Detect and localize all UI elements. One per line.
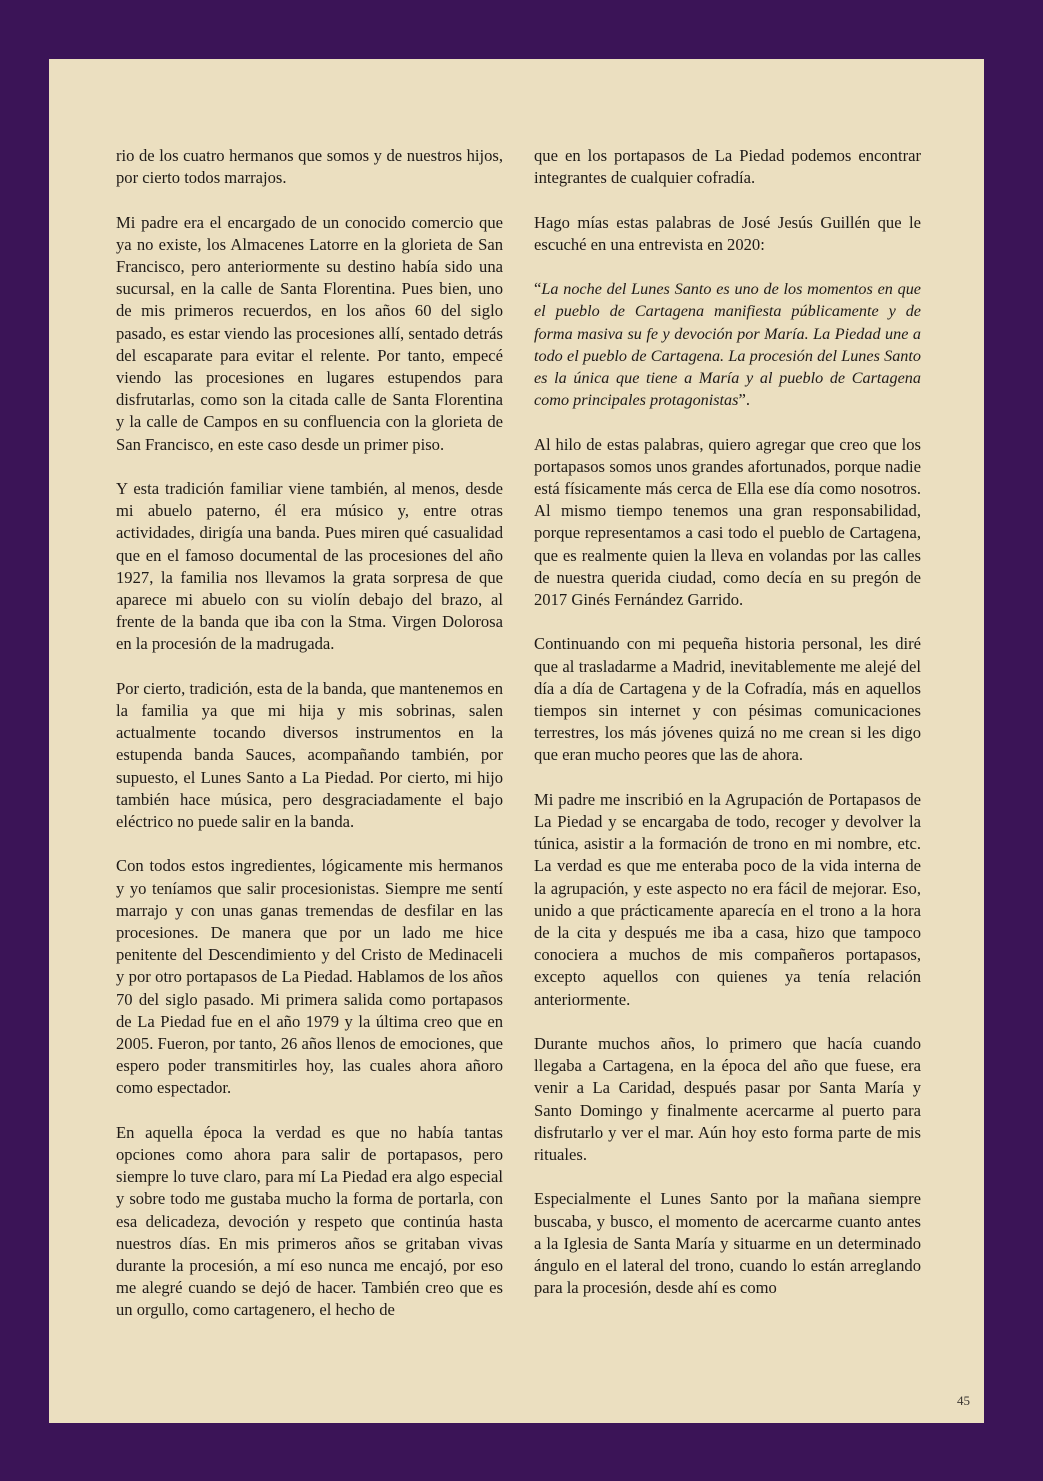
paragraph: Mi padre me inscribió en la Agrupación de Portapasos de La Piedad y se encargaba de todo, recoger y devolver la túnica, asistir a la formación de trono en mi nombre, etc. La verdad es que me enteraba poco de la vida interna de la agrupación, y este aspecto no era fácil de mejorar. Eso, unido a que prácticamente aparecía en el trono a la hora de la cita y después me iba a casa, hizo que tampoco conociera a muchos de mis compañeros portapasos, excepto aquellos con quienes ya tenía relación anteriormente. bbox=[534, 789, 921, 1009]
page bbox=[49, 59, 984, 1423]
left-column bbox=[116, 145, 503, 1344]
quote-paragraph bbox=[534, 278, 921, 411]
right-column bbox=[534, 145, 921, 1322]
paragraph: que en los portapasos de La Piedad podemos encontrar integrantes de cualquier cofradía. bbox=[534, 146, 921, 188]
paragraph: En aquella época la verdad es que no había tantas opciones como ahora para salir de portapasos, pero siempre lo tuve claro, para mí La Piedad era algo especial y sobre todo me gustaba mucho la forma de portarla, con esa delicadeza, devoción y respeto que continúa hasta nuestros días. En mis primeros años se gritaban vivas durante la procesión, a mí eso nunca me encajó, por eso me alegré cuando se dejó de hacer. También creo que es un orgullo, como cartagenero, el hecho de bbox=[116, 1122, 503, 1320]
paragraph: Hago mías estas palabras de José Jesús Guillén que le escuché en una entrevista en 2020: bbox=[534, 212, 921, 254]
quote-text: La noche del Lunes Santo es uno de los momentos en que el pueblo de Cartagena manifiesta públicamente y de forma masiva su fe y devoción por María. La Piedad une a todo el pueblo de Cartagena. La procesión del Lunes Santo es la única que tiene a María y al pueblo de Cartagena como principales protagonistas bbox=[534, 280, 921, 410]
quote-open-mark: “ bbox=[534, 279, 542, 299]
paragraph: Al hilo de estas palabras, quiero agregar que creo que los portapasos somos unos grandes afortunados, porque nadie está físicamente más cerca de Ella ese día como nosotros. Al mismo tiempo tenemos una gran responsabilidad, porque representamos a casi todo el pueblo de Cartagena, que es realmente quien la lleva en volandas por las calles de nuestra querida ciudad, como decía en su pregón de 2017 Ginés Fernández Garrido. bbox=[534, 434, 921, 610]
paragraph: Por cierto, tradición, esta de la banda, que mantenemos en la familia ya que mi hija y mis sobrinas, salen actualmente tocando diversos instrumentos en la estupenda banda Sauces, acompañando también, por supuesto, el Lunes Santo a La Piedad. Por cierto, mi hijo también hace música, pero desgraciadamente el bajo eléctrico no puede salir en la banda. bbox=[116, 678, 503, 832]
paragraph: Con todos estos ingredientes, lógicamente mis hermanos y yo teníamos que salir procesionistas. Siempre me sentí marrajo y con unas ganas tremendas de desfilar en las procesiones. De manera que por un lado me hice penitente del Descendimiento y del Cristo de Medinaceli y por otro portapasos de La Piedad. Hablamos de los años 70 del siglo pasado. Mi primera salida como portapasos de La Piedad fue en el año 1979 y la última creo que en 2005. Fueron, por tanto, 26 años llenos de emociones, que espero poder transmitirles hoy, las cuales ahora añoro como espectador. bbox=[116, 856, 503, 1098]
page-number: 45 bbox=[957, 1393, 970, 1408]
paragraph: Y esta tradición familiar viene también, al menos, desde mi abuelo paterno, él era músico y, entre otras actividades, dirigía una banda. Pues miren qué casualidad que en el famoso documental de las procesiones del año 1927, la familia nos llevamos la grata sorpresa de que aparece mi abuelo con su violín debajo del brazo, al frente de la banda que iba con la Stma. Virgen Dolorosa en la procesión de la madrugada. bbox=[116, 479, 503, 654]
quote-close-mark: ”. bbox=[738, 390, 750, 410]
paragraph: Mi padre era el encargado de un conocido comercio que ya no existe, los Almacenes Latorre en la glorieta de San Francisco, pero anteriormente su destino había sido una sucursal, en la calle de Santa Florentina. Pues bien, uno de mis primeros recuerdos, en los años 60 del siglo pasado, es estar viendo las procesiones allí, sentado detrás del escaparate para evitar el relente. Por tanto, empecé viendo las procesiones en lugares estupendos para disfrutarlas, como son la citada calle de Santa Florentina y la calle de Campos en su confluencia con la glorieta de San Francisco, en este caso desde un primer piso. bbox=[116, 212, 503, 454]
paragraph: Durante muchos años, lo primero que hacía cuando llegaba a Cartagena, en la época del año que fuese, era venir a La Caridad, después pasar por Santa María y Santo Domingo y finalmente acercarme al puerto para disfrutarlo y ver el mar. Aún hoy esto forma parte de mis rituales. bbox=[534, 1034, 921, 1165]
paragraph: rio de los cuatro hermanos que somos y de nuestros hijos, por cierto todos marrajos. bbox=[116, 146, 503, 188]
paragraph: Especialmente el Lunes Santo por la mañana siempre buscaba, y busco, el momento de acercarme cuanto antes a la Iglesia de Santa María y situarme en un determinado ángulo en el lateral del trono, cuando lo están arreglando para la procesión, desde ahí es como bbox=[534, 1189, 921, 1298]
paragraph: Continuando con mi pequeña historia personal, les diré que al trasladarme a Madrid, inevitablemente me alejé del día a día de Cartagena y de la Cofradía, más en aquellos tiempos sin internet y con pésimas comunicaciones terrestres, los más jóvenes quizá no me crean si les digo que eran mucho peores que las de ahora. bbox=[534, 634, 921, 765]
